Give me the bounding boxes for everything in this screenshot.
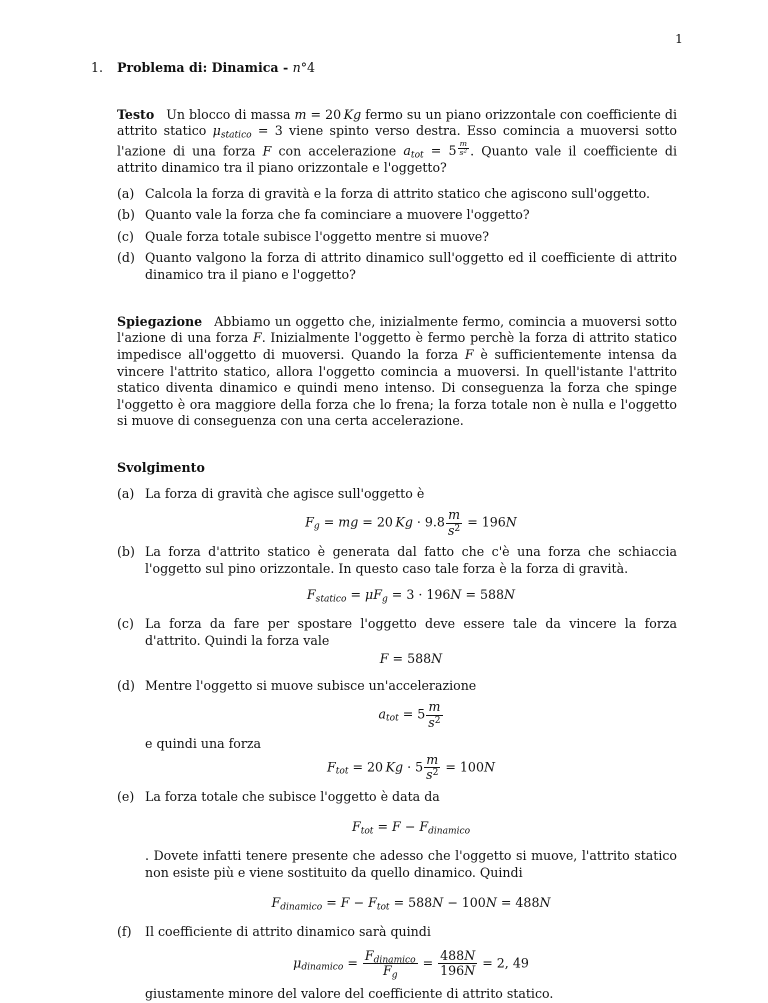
solution-step-f: (f) Il coefficiente di attrito dinamico sarà quindi $\mu_{dinamico}$ = $\frac{F_{dinamico}}{F_g}$ = $\frac{488N}{196N}$ = 2, 49 giustamente minore del valore del coefficiente di attrito statico.	[117, 924, 677, 1003]
svolgimento-label: Svolgimento	[117, 459, 205, 475]
problem-heading	[91, 60, 677, 77]
force-var: F	[262, 143, 272, 159]
solution-step-a: (a) La forza di gravità che agisce sull'oggetto è $F_g$ = mg = 20 Kg · 9.8 $\frac{m}{s^2}$ = 196N	[117, 486, 677, 539]
solution-step-b: (b) La forza d'attrito statico è generata dal fatto che c'è una forza che schiaccia l'oggetto sul pino orizzontale. In questo caso tale forza è la forza di gravità. $F_{statico} = \mu F_g = 3 \cdot 196N = 588N$	[117, 544, 677, 605]
mu-static-expression: $\mu_{statico} = 3$	[212, 123, 283, 141]
step-f-text2: giustamente minore del valore del coefficiente di attrito statico.	[145, 986, 554, 1002]
questions-list	[117, 186, 677, 284]
step-d-text2: e quindi una forza	[145, 736, 262, 752]
acceleration-expression: $a_{tot} = 5$ $\frac{m}{s^2}$	[403, 138, 468, 161]
equation-total-force: $F_{tot} = 20$ Kg · 5 $\frac{m}{s^2}$ = 100N	[326, 751, 495, 783]
step-e-text2: . Dovete infatti tenere presente che adesso che l'oggetto si muove, l'attrito statico non esiste più e viene sostituito da quello dinamico. Quindi	[145, 848, 677, 880]
mass-expression: m = 20 Kg	[294, 106, 362, 122]
problem-number: 1.	[91, 60, 104, 75]
question-item: (a) Calcola la forza di gravità e la forza di attrito statico che agiscono sull'oggetto.	[117, 185, 651, 201]
equation-applied-force: F = 588N	[379, 651, 443, 667]
equation-gravity-force: $F_g$ = mg = 20 Kg · 9.8 $\frac{m}{s^2}$ = 196N	[305, 507, 517, 538]
testo-label: Testo	[117, 106, 155, 122]
testo-paragraph: Testo Un blocco di massa m = 20 Kg fermo su un piano orizzontale con coefficiente di attrito statico $\mu_{statico} = 3$ viene spinto verso destra. Esso comincia a muoversi sotto l'azione di una forza F con accelerazione $a_{tot} = 5$ $\frac{m}{s^2}$ . Quanto vale il coefficiente di attrito dinamico tra il piano orizzontale e l'oggetto?	[117, 106, 677, 176]
spiegazione-label: Spiegazione	[117, 313, 203, 329]
solution-step-c: (c) La forza da fare per spostare l'oggetto deve essere tale da vincere la forza d'attrito. Quindi la forza vale F = 588N	[117, 615, 677, 667]
question-item: (b) Quanto vale la forza che fa cominciare a muovere l'oggetto?	[117, 207, 530, 223]
solution-step-e: (e) La forza totale che subisce l'oggetto è data da $F_{tot} = F - F_{dinamico}$ . Dovete infatti tenere presente che adesso che l'oggetto si muove, l'attrito statico non esiste più e viene sostituito da quello dinamico. Quindi $F_{dinamico} = F - F_{tot} = 588N - 100N = 488N$	[117, 788, 677, 913]
solution-step-d: (d) Mentre l'oggetto si muove subisce un'accelerazione $a_{tot} = 5$ $\frac{m}{s^2}$ e quindi una forza $F_{tot} = 20$ Kg · 5 $\frac{m}{s^2}$ = 100N	[117, 678, 677, 783]
problem-title: Problema di: Dinamica -	[117, 60, 293, 75]
equation-static-friction: $F_{statico} = \mu F_g = 3 \cdot 196N = 588N$	[306, 587, 516, 605]
page-number: 1	[675, 31, 683, 46]
question-item: (d) Quanto valgono la forza di attrito dinamico sull'oggetto ed il coefficiente di attrito dinamico tra il piano e l'oggetto?	[117, 250, 677, 283]
problem-index: n°4	[292, 60, 315, 75]
document-body	[91, 60, 678, 1003]
equation-acceleration: $a_{tot} = 5$ $\frac{m}{s^2}$	[378, 699, 441, 730]
question-item: (c) Quale forza totale subisce l'oggetto mentre si muove?	[117, 228, 490, 244]
equation-dynamic-friction: $F_{dinamico} = F - F_{tot} = 588N - 100N = 488N$	[271, 895, 551, 913]
solution-list	[117, 486, 677, 1003]
spiegazione-paragraph: Spiegazione Abbiamo un oggetto che, inizialmente fermo, comincia a muoversi sotto l'azione di una forza F. Inizialmente l'oggetto è fermo perchè la forza di attrito statico impedisce all'oggetto di muoversi. Quando la forza F è sufficientemente intensa da vincere l'attrito statico, allora l'oggetto comincia a muoversi. In quell'istante l'attrito statico diventa dinamico e quindi meno intenso. Di conseguenza la forza che spinge l'oggetto è ora maggiore della forza che lo frena; la forza totale non è nulla e l'oggetto si muove di conseguenza con una certa accelerazione.	[117, 313, 678, 429]
equation-dynamic-coefficient: $\mu_{dinamico}$ = $\frac{F_{dinamico}}{F_g}$ = $\frac{488N}{196N}$ = 2, 49	[293, 947, 529, 981]
equation-force-balance: $F_{tot} = F - F_{dinamico}$	[351, 819, 471, 837]
